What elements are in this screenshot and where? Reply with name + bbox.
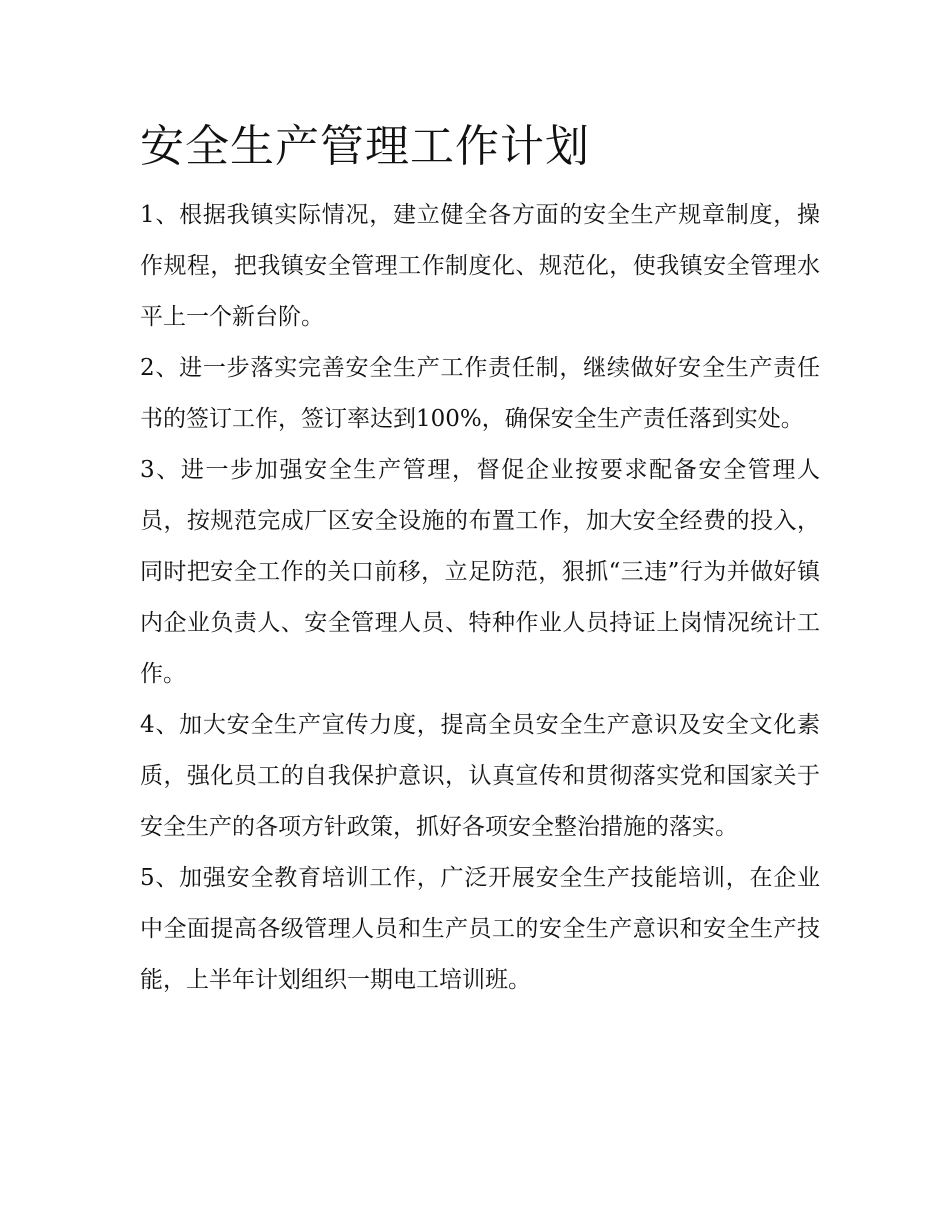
- paragraph-item-3: 3、进一步加强安全生产管理，督促企业按要求配备安全管理人员，按规范完成厂区安全设施的布置工作，加大安全经费的投入，同时把安全工作的关口前移，立足防范，狠抓“三违”行为并做好镇内企业负责人、安全管理人员、特种作业人员持证上岗情况统计工作。: [140, 457, 820, 687]
- paragraph-item-4: 4、加大安全生产宣传力度，提高全员安全生产意识及安全文化素质，强化员工的自我保护意识，认真宣传和贯彻落实党和国家关于安全生产的各项方针政策，抓好各项安全整治措施的落实。: [140, 712, 820, 840]
- document-body: [140, 114, 820, 1006]
- paragraph-item-1: 1、根据我镇实际情况，建立健全各方面的安全生产规章制度，操作规程，把我镇安全管理工作制度化、规范化，使我镇安全管理水平上一个新台阶。: [140, 202, 820, 330]
- paragraph-item-5: 5、加强安全教育培训工作，广泛开展安全生产技能培训，在企业中全面提高各级管理人员和生产员工的安全生产意识和安全生产技能，上半年计划组织一期电工培训班。: [140, 865, 820, 993]
- document-title: 安全生产管理工作计划: [140, 121, 590, 172]
- paragraph-item-2: 2、进一步落实完善安全生产工作责任制，继续做好安全生产责任书的签订工作，签订率达到100%，确保安全生产责任落到实处。: [140, 355, 820, 432]
